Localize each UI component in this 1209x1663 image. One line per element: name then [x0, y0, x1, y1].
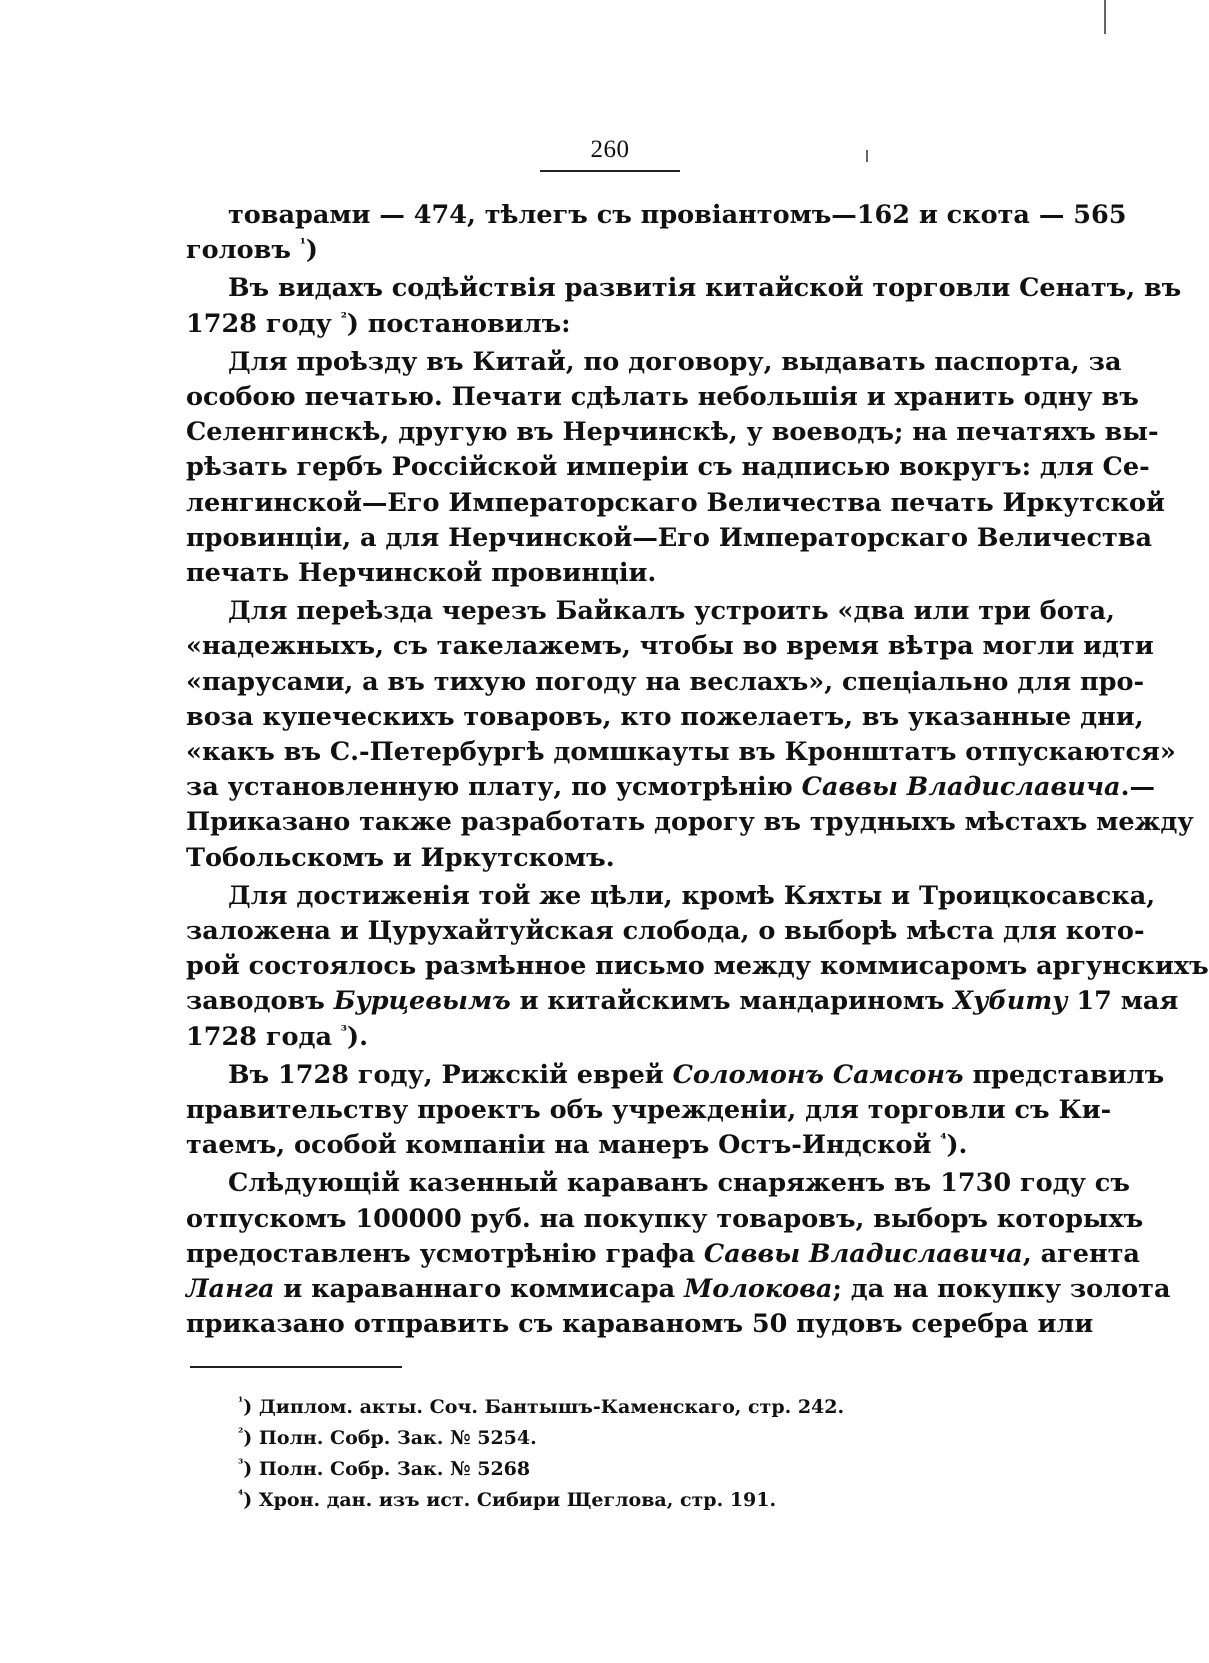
- text-line: [186, 198, 1127, 233]
- text-run: за установленную плату, по усмотрѣнію: [186, 772, 802, 803]
- paragraph: [186, 271, 1182, 341]
- footnote: [238, 1392, 938, 1423]
- footnote-mark: ¹: [238, 1394, 244, 1409]
- text-run: ; да на покупку золота: [832, 1274, 1171, 1305]
- text-line: [186, 233, 1034, 268]
- italic-name: Соломонъ Самсонъ: [672, 1059, 964, 1090]
- text-line: [186, 1307, 1094, 1342]
- paragraph: [186, 1058, 1165, 1164]
- italic-name: Саввы Владиславича: [801, 772, 1121, 803]
- text-line: [186, 271, 1182, 306]
- text-run: ): [305, 235, 318, 266]
- text-run: таемъ, особой компаніи на манеръ Остъ-Индской: [186, 1130, 941, 1161]
- text-run: Въ видахъ содѣйствія развитія китайской торговли Сенатъ, въ: [228, 273, 1182, 304]
- footnote-text: ) Хрон. дан. изъ ист. Сибири Щеглова, стр. 191.: [243, 1489, 777, 1511]
- text-line: [186, 984, 1179, 1019]
- text-run: приказано отправить съ караваномъ 50 пудовъ серебра или: [186, 1309, 1094, 1340]
- text-run: товарами — 474, тѣлегъ съ провіантомъ—162 и скота — 565: [228, 200, 1127, 230]
- paragraph: [186, 879, 1209, 1055]
- text-run: 1728 году: [186, 308, 341, 339]
- footnote: [238, 1423, 938, 1454]
- footnote-text: ) Полн. Собр. Зак. № 5254.: [243, 1427, 537, 1449]
- text-line: [186, 1166, 1130, 1201]
- text-line: [186, 556, 1034, 591]
- scan-mark: [866, 150, 868, 162]
- text-line: [186, 521, 1153, 556]
- footnote-text: ) Полн. Собр. Зак. № 5268: [243, 1458, 531, 1480]
- text-line: [186, 486, 1165, 521]
- footnote-reference: ³: [340, 1023, 348, 1040]
- text-line: [186, 1093, 1112, 1128]
- text-run: заложена и Цурухайтуйская слобода, о выборѣ мѣста для кото-: [186, 916, 1145, 947]
- text-run: 1728 года: [186, 1021, 341, 1052]
- text-line: [186, 629, 1154, 664]
- text-line: [186, 1128, 1034, 1163]
- paragraph: [186, 1166, 1171, 1342]
- italic-name: Бурцевымъ: [333, 986, 511, 1017]
- text-line: [186, 415, 1159, 450]
- text-line: [186, 1020, 1034, 1055]
- paragraph: [186, 594, 1194, 876]
- italic-name: Ланга: [186, 1274, 275, 1305]
- text-run: правительству проектъ объ учрежденіи, для торговли съ Ки-: [186, 1095, 1112, 1126]
- text-line: [186, 700, 1144, 735]
- footnote-reference: ¹: [299, 236, 306, 253]
- text-run: провинціи, а для Нерчинской—Его Императорскаго Величества: [186, 522, 1153, 553]
- main-text: [186, 198, 1209, 1346]
- text-run: ) постановилъ:: [346, 308, 571, 339]
- text-run: Приказано также разработать дорогу въ трудныхъ мѣстахъ между: [186, 807, 1194, 838]
- text-run: .—: [1120, 772, 1155, 803]
- paragraph: [186, 198, 1127, 268]
- footnote-mark: ⁴: [238, 1487, 244, 1502]
- text-run: Селенгинскѣ, другую въ Нерчинскѣ, у воеводъ; на печатяхъ вы-: [186, 417, 1159, 448]
- footnote-reference: ²: [340, 310, 347, 327]
- text-run: отпускомъ 100000 руб. на покупку товаровъ, выборъ которыхъ: [186, 1203, 1144, 1234]
- paragraph: [186, 345, 1165, 591]
- italic-name: Молокова: [684, 1274, 833, 1305]
- footnote-mark: ³: [238, 1456, 244, 1471]
- italic-name: Хубиту: [953, 986, 1068, 1017]
- text-line: [186, 594, 1115, 629]
- text-line: [186, 450, 1150, 485]
- text-line: [186, 879, 1156, 914]
- text-run: , агента: [1022, 1238, 1140, 1269]
- text-line: [186, 345, 1122, 380]
- text-run: ленгинской—Его Императорскаго Величества печать Иркутской: [186, 487, 1165, 518]
- text-line: [186, 770, 1155, 805]
- text-line: [186, 1272, 1171, 1307]
- footnote: [238, 1454, 938, 1485]
- italic-name: Саввы Владиславича: [703, 1238, 1023, 1269]
- text-run: и караваннаго коммисара: [274, 1274, 685, 1305]
- text-run: представилъ: [963, 1059, 1165, 1090]
- text-line: [186, 1058, 1165, 1093]
- text-run: заводовъ: [186, 986, 334, 1017]
- text-line: [186, 841, 1034, 876]
- text-run: «какъ въ С.-Петербургѣ домшкауты въ Кронштатъ отпускаются»: [186, 737, 1176, 768]
- scan-mark: [1104, 0, 1106, 34]
- footnotes: [238, 1392, 938, 1516]
- footnote: [238, 1485, 938, 1516]
- text-line: [186, 665, 1145, 700]
- text-run: предоставленъ усмотрѣнію графа: [186, 1238, 704, 1269]
- text-run: Для переѣзда черезъ Байкалъ устроить «два или три бота,: [228, 596, 1115, 627]
- text-line: [186, 1202, 1144, 1237]
- text-run: Для проѣзду въ Китай, по договору, выдавать паспорта, за: [228, 346, 1122, 377]
- text-run: головъ: [186, 235, 300, 266]
- text-run: «парусами, а въ тихую погоду на веслахъ», спеціально для про-: [186, 666, 1145, 697]
- text-line: [186, 914, 1145, 949]
- text-run: Для достиженія той же цѣли, кромѣ Кяхты и Троицкосавска,: [228, 880, 1156, 911]
- text-line: [186, 805, 1194, 840]
- text-run: Тобольскомъ и Иркутскомъ.: [186, 842, 615, 873]
- text-line: [186, 1237, 1140, 1272]
- text-run: ).: [347, 1021, 368, 1052]
- text-line: [186, 307, 1034, 342]
- footnote-separator: [190, 1366, 402, 1368]
- text-line: [186, 735, 1176, 770]
- footnote-text: ) Диплом. акты. Соч. Бантышъ-Каменскаго, стр. 242.: [243, 1396, 845, 1418]
- text-run: «надежныхъ, съ такелажемъ, чтобы во время вѣтра могли идти: [186, 631, 1154, 662]
- text-run: и китайскимъ мандариномъ: [510, 986, 954, 1017]
- text-run: ).: [946, 1130, 968, 1161]
- footnote-mark: ²: [238, 1425, 244, 1440]
- text-run: рой состоялось размѣнное письмо между коммисаромъ аргунскихъ: [186, 951, 1209, 982]
- page-number: 260: [590, 136, 630, 163]
- text-run: Въ 1728 году, Рижскій еврей: [228, 1059, 673, 1090]
- text-line: [186, 380, 1139, 415]
- text-run: воза купеческихъ товаровъ, кто пожелаетъ, въ указанные дни,: [186, 701, 1144, 732]
- footnote-reference: ⁴: [940, 1131, 947, 1148]
- text-run: рѣзать гербъ Россійской имперіи съ надписью вокругъ: для Се-: [186, 452, 1150, 483]
- text-run: 17 мая: [1067, 986, 1179, 1017]
- text-line: [186, 949, 1209, 984]
- page-number-rule: [540, 170, 680, 172]
- text-run: Слѣдующій казенный караванъ снаряженъ въ 1730 году съ: [228, 1168, 1130, 1199]
- text-run: особою печатью. Печати сдѣлать небольшія и хранить одну въ: [186, 382, 1139, 413]
- text-run: печать Нерчинской провинціи.: [186, 558, 657, 589]
